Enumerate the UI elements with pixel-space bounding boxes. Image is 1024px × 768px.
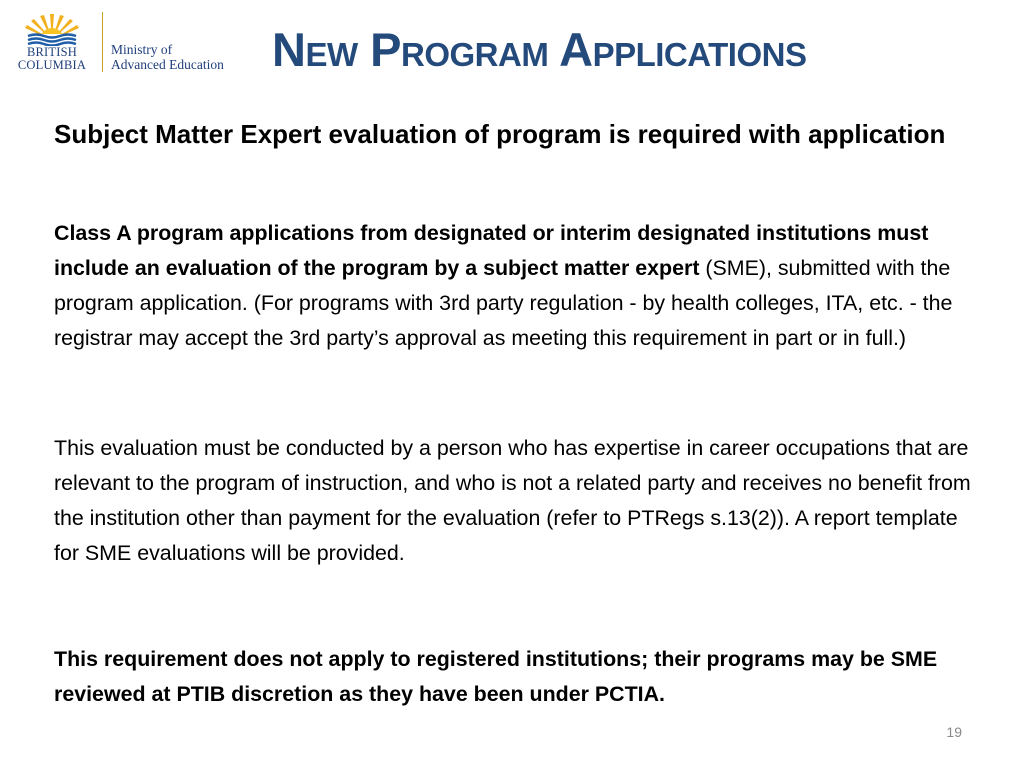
- page-number: 19: [946, 724, 962, 740]
- paragraph-class-a-requirement: [54, 216, 984, 356]
- province-wordmark: [10, 46, 94, 72]
- slide-title: New Program Applications: [272, 23, 807, 76]
- paragraph-registered-exception: This requirement does not apply to registered institutions; their programs may be SME reviewed at PTIB discretion as they have been under PCTIA.: [54, 647, 938, 706]
- ministry-line-2: Advanced Education: [111, 57, 224, 72]
- ministry-line-1: Ministry of: [111, 42, 173, 57]
- paragraph-1-normal: (SME), submitted with the program application. (For programs with 3rd party regulation - by health colleges, ITA, etc. - the registrar may accept the 3rd party’s approval as meeting this requirement in part or in full.): [54, 256, 953, 350]
- bc-sun-icon: [10, 10, 94, 46]
- bc-government-logo: [10, 10, 230, 76]
- province-line-2: COLUMBIA: [17, 58, 87, 72]
- logo-divider: [102, 12, 103, 72]
- slide-subheading: Subject Matter Expert evaluation of program is required with application: [54, 119, 946, 149]
- province-line-1: BRITISH: [26, 45, 77, 59]
- paragraph-1-bold: Class A program applications from designated or interim designated institutions must include an evaluation of the program by a subject matter expert: [54, 221, 929, 280]
- ministry-name: [111, 42, 224, 72]
- paragraph-evaluator-criteria: This evaluation must be conducted by a person who has expertise in career occupations that are relevant to the program of instruction, and who is not a related party and receives no benefit from the institution other than payment for the evaluation (refer to PTRegs s.13(2)). A report template for SME evaluations will be provided.: [54, 436, 971, 565]
